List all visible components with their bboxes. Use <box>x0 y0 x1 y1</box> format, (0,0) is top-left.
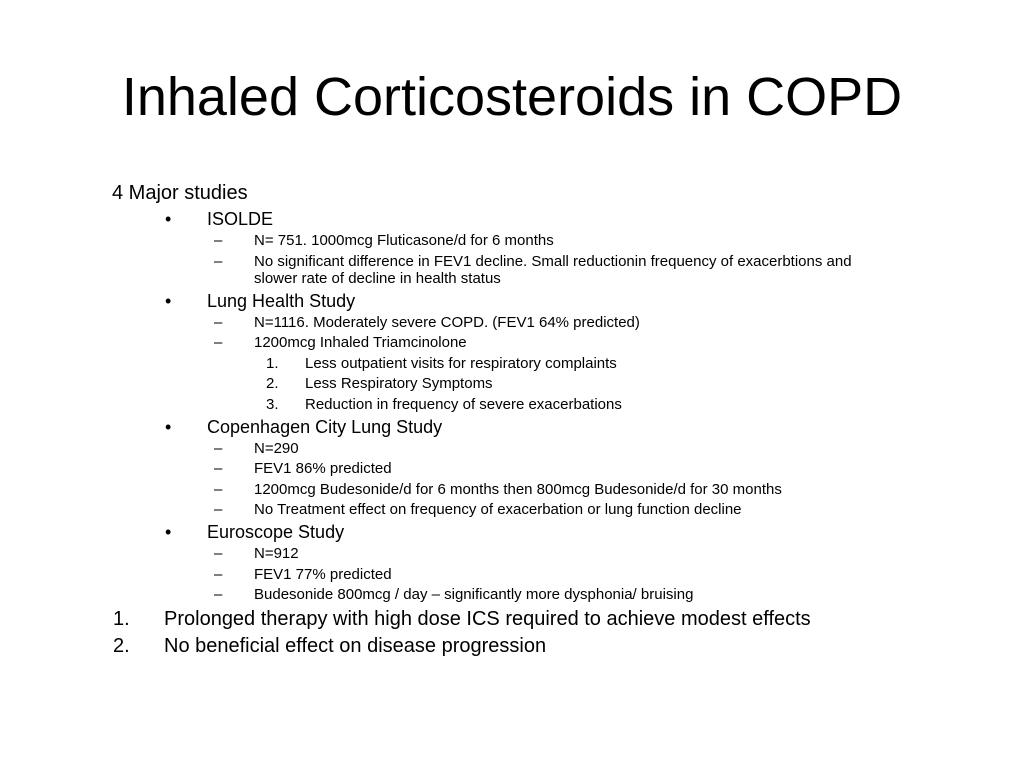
number-marker: 2. <box>113 635 130 657</box>
dash-marker: – <box>214 481 223 498</box>
number-marker: 1. <box>266 355 279 372</box>
outcome-text: Less outpatient visits for respiratory complaints <box>305 355 617 372</box>
detail-text: 1200mcg Budesonide/d for 6 months then 800mcg Budesonide/d for 30 months <box>254 481 782 498</box>
dash-marker: – <box>214 460 223 477</box>
dash-marker: – <box>214 501 223 518</box>
detail-text: FEV1 77% predicted <box>254 566 392 583</box>
detail-text: No significant difference in FEV1 decline. Small reductionin frequency of exacerbtions and <box>254 253 852 270</box>
bullet-marker: • <box>165 209 172 229</box>
bullet-marker: • <box>165 522 172 542</box>
number-marker: 3. <box>266 396 279 413</box>
dash-marker: – <box>214 586 223 603</box>
number-marker: 1. <box>113 608 130 630</box>
detail-text: N=1116. Moderately severe COPD. (FEV1 64% predicted) <box>254 314 640 331</box>
bullet-marker: • <box>165 417 172 437</box>
dash-marker: – <box>214 334 223 351</box>
detail-text: No Treatment effect on frequency of exacerbation or lung function decline <box>254 501 742 518</box>
detail-text: 1200mcg Inhaled Triamcinolone <box>254 334 467 351</box>
study-name: Euroscope Study <box>207 522 345 542</box>
detail-text: N=912 <box>254 545 299 562</box>
dash-marker: – <box>214 545 223 562</box>
intro-heading: 4 Major studies <box>112 182 248 204</box>
conclusion-text: Prolonged therapy with high dose ICS required to achieve modest effects <box>164 608 811 630</box>
dash-marker: – <box>214 232 223 249</box>
detail-text: N=290 <box>254 440 299 457</box>
outcome-text: Less Respiratory Symptoms <box>305 375 493 392</box>
dash-marker: – <box>214 440 223 457</box>
detail-text: FEV1 86% predicted <box>254 460 392 477</box>
number-marker: 2. <box>266 375 279 392</box>
study-name: Copenhagen City Lung Study <box>207 417 443 437</box>
detail-text: Budesonide 800mcg / day – significantly more dysphonia/ bruising <box>254 586 694 603</box>
detail-text: slower rate of decline in health status <box>254 270 501 287</box>
dash-marker: – <box>214 314 223 331</box>
study-name: ISOLDE <box>207 209 274 229</box>
detail-text: N= 751. 1000mcg Fluticasone/d for 6 months <box>254 232 554 249</box>
conclusion-text: No beneficial effect on disease progression <box>164 635 547 657</box>
study-name: Lung Health Study <box>207 291 356 311</box>
dash-marker: – <box>214 253 223 270</box>
slide-title: Inhaled Corticosteroids in COPD <box>121 67 903 127</box>
dash-marker: – <box>214 566 223 583</box>
bullet-marker: • <box>165 291 172 311</box>
outcome-text: Reduction in frequency of severe exacerbations <box>305 396 622 413</box>
